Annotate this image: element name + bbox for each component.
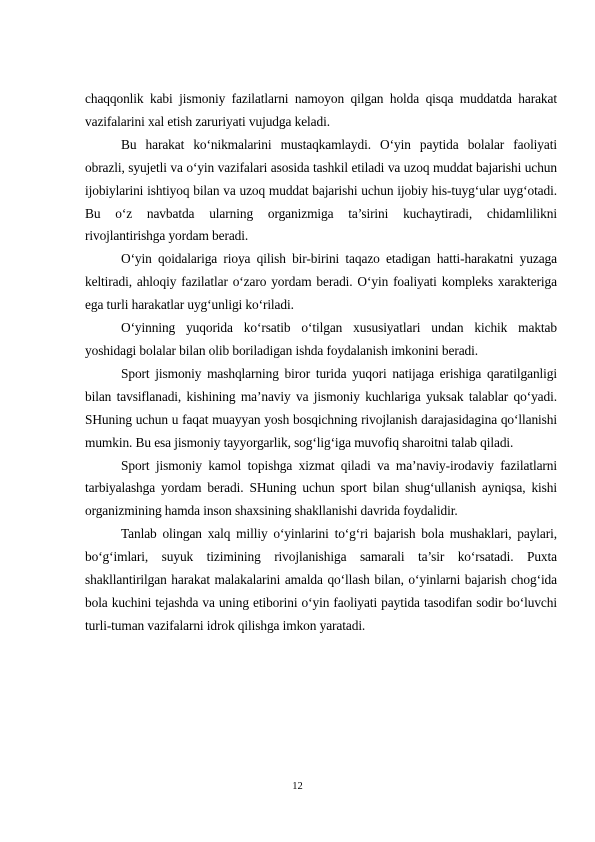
paragraph: O‘yinning yuqorida ko‘rsatib o‘tilgan xususiyatlari undan kichik maktab yoshidagi bolalar bilan olib boriladigan ishda foydalanish imkonini beradi.	[85, 320, 557, 358]
page-number: 12	[292, 781, 303, 792]
paragraph: Sport jismoniy kamol topishga xizmat qiladi va ma’naviy-irodaviy fazilatlarni tarbiyalashga yordam beradi. SHuning uchun sport bilan shug‘ullanish ayniqsa, kishi organizmining hamda inson shaxsining shakllanishi davrida foydalidir.	[85, 457, 557, 519]
paragraph: O‘yin qoidalariga rioya qilish bir-birini taqazo etadigan hatti-harakatni yuzaga keltiradi, ahloqiy fazilatlar o‘zaro yordam beradi. O‘yin foaliyati kompleks xarakteriga ega turli harakatlar uyg‘unligi ko‘riladi.	[85, 251, 557, 313]
document-body	[85, 88, 557, 638]
paragraph: Bu harakat ko‘nikmalarini mustaqkamlaydi. O‘yin paytida bolalar faoliyati obrazli, syujetli va o‘yin vazifalari asosida tashkil etiladi va uzoq muddat bajarishi uchun ijobiylarini ishtiyoq bilan va uzoq muddat bajarishi uchun ijobiy his-tuyg‘ular uyg‘otadi. Bu o‘z navbatda ularning organizmiga ta’sirini kuchaytiradi, chidamlilikni rivojlantirishga yordam beradi.	[85, 136, 557, 244]
paragraph: chaqqonlik kabi jismoniy fazilatlarni namoyon qilgan holda qisqa muddatda harakat vazifalarini xal etish zaruriyati vujudga keladi.	[85, 91, 557, 129]
paragraph: Tanlab olingan xalq milliy o‘yinlarini to‘g‘ri bajarish bola mushaklari, paylari, bo‘g‘imlari, suyuk tizimining rivojlanishiga samarali ta’sir ko‘rsatadi. Puxta shakllantirilgan harakat malakalarini amalda qo‘llash bilan, o‘yinlarni bajarish chog‘ida bola kuchini tejashda va uning etiborini o‘yin faoliyati paytida tasodifan sodir bo‘luvchi turli-tuman vazifalarni idrok qilishga imkon yaratadi.	[85, 526, 557, 633]
paragraph: Sport jismoniy mashqlarning biror turida yuqori natijaga erishiga qaratilganligi bilan tavsiflanadi, kishining ma’naviy va jismoniy kuchlariga yuksak talablar qo‘yadi. SHuning uchun u faqat muayyan yosh bosqichning rivojlanish darajasidagina qo‘llanishi mumkin. Bu esa jismoniy tayyorgarlik, sog‘lig‘iga muvofiq sharoitni talab qiladi.	[85, 365, 557, 450]
